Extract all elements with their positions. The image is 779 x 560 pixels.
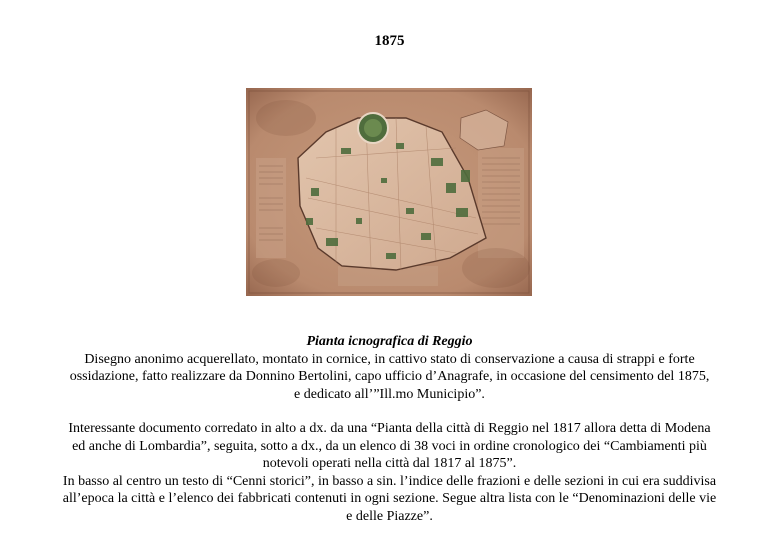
city-map-drawing bbox=[246, 88, 532, 296]
caption-paragraph-description: Disegno anonimo acquerellato, montato in cornice, in cattivo stato di conservazione a causa di strappi e forte ossidazione, fatto realizzare da Donnino Bertolini, capo ufficio d’Anagrafe, in occasione del censimento del 1875, e dedicato all’”Ill.mo Municipio”. bbox=[69, 351, 710, 402]
city-map-image bbox=[246, 88, 532, 296]
page-title-year: 1875 bbox=[374, 33, 405, 49]
caption-title: Pianta icnografica di Reggio bbox=[306, 334, 473, 349]
caption-paragraph-contents: In basso al centro un testo di “Cenni storici”, in basso a sin. l’indice delle frazioni e delle sezioni in cui era suddivisa all’epoca la città e l’elenco dei fabbricati contenuti in ogni sezione. Segue altra lista con le “Denominazioni delle vie e delle Piazze”. bbox=[62, 473, 717, 524]
caption-paragraph-details: Interessante documento corredato in alto a dx. da una “Pianta della città di Reggio nel 1817 allora detta di Modena ed anche di Lombardia”, seguita, sotto a dx., da un elenco di 38 voci in ordine cronologico dei “Cambiamenti più notevoli operati nella città dal 1817 al 1875”. bbox=[68, 421, 711, 471]
map-caption bbox=[0, 333, 779, 525]
